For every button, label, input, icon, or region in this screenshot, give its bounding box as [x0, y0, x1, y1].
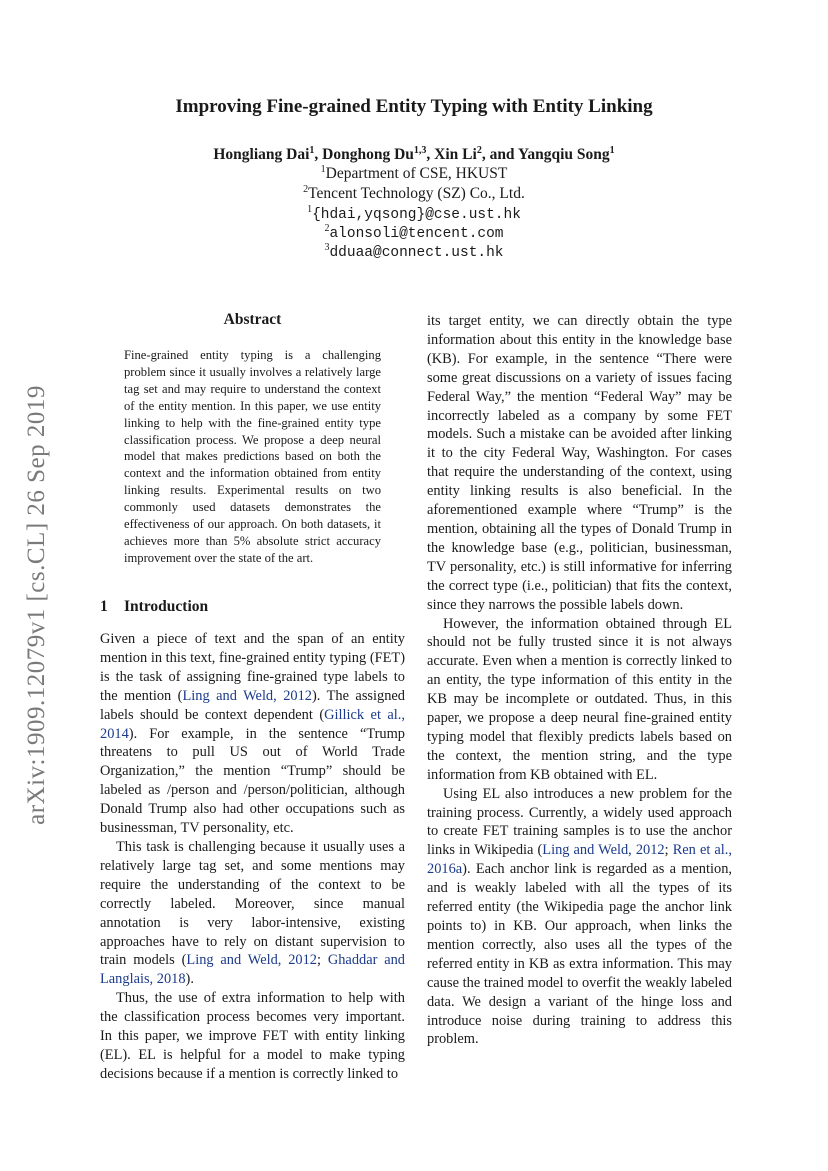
email-3: $^3$dduaa@connect.ust.hk — [324, 241, 504, 261]
email-2: $^2$alonsoli@tencent.com — [324, 222, 504, 242]
author-name: Xin Li — [434, 146, 477, 163]
abstract-body: Fine-grained entity typing is a challenging problem since it usually involves a relatively large tag set and may require to understand the context of the entity mention. In this paper, we use entity linking to help with the fine-grained entity type classification process. We propose a deep neural model that makes predictions based on both the context and the information obtained from entity linking results. Experimental results on two commonly used datasets demonstrates the effectiveness of our approach. On both datasets, it achieves more than 5% absolute strict accuracy improvement over the state of the art. — [124, 348, 381, 565]
right-column — [427, 312, 732, 1049]
paragraph: Using EL also introduces a new problem for the training process. Currently, a widely used approach to create FET training samples is to use the anchor links in Wikipedia (Ling and Weld, 2012; Ren et al., 2016a). Each anchor link is regarded as a mention, and is weakly labeled with all the types of its referred entity (the Wikipedia page the anchor link points to) in KB. Our approach, when links the mention correctly, also uses all the types of the referred entity in KB as extra information. This may cause the trained model to overfit the weakly labeled data. We design a variant of the hinge loss and introduce noise during training to address this problem. — [427, 785, 732, 1048]
affiliation-1: $^1$Department of CSE, HKUST — [320, 163, 508, 182]
author-sup: 1 — [609, 144, 615, 156]
affiliation-2: $^2$Tencent Technology (SZ) Co., Ltd. — [303, 183, 525, 202]
author-sup: 2 — [476, 144, 482, 156]
paragraph: This task is challenging because it usually uses a relatively large tag set, and some mentions may require the understanding of the context to be correctly labeled. Moreover, since manual annotation is very labor-intensive, existing approaches have to rely on distant supervision to train models (Ling and Weld, 2012; Ghaddar and Langlais, 2018). — [100, 838, 405, 988]
author-name: Donghong Du — [322, 146, 414, 163]
citation-link[interactable]: Gillick et al., 2014 — [100, 706, 405, 742]
citation-link[interactable]: Ling and Weld, 2012 — [186, 952, 317, 969]
arxiv-identifier — [17, 360, 57, 850]
paragraph: Thus, the use of extra information to help with the classification process becomes very important. In this paper, we improve FET with entity linking (EL). EL is helpful for a model to make typing decisions because if a mention is correctly linked to — [100, 990, 405, 1082]
author-sup: 1 — [309, 144, 315, 156]
citation-link[interactable]: Ren et al., 2016a — [427, 842, 732, 878]
author-name: Yangqiu Song — [517, 146, 610, 163]
citation-link[interactable]: Ling and Weld, 2012 — [182, 687, 312, 704]
paragraph: its target entity, we can directly obtain the type information about this entity in the knowledge base (KB). For example, in the sentence “There were some great discussions on a variety of issues facing Federal Way,” the mention “Federal Way” may be incorrectly labeled as a company by some FET models. Such a mistake can be avoided after linking it to the city Federal Way, Washington. For cases that require the understanding of the context, using entity linking results is also beneficial. In the aforementioned example where “Trump” is the mention, obtaining all the types of Donald Trump in the knowledge base (e.g., politician, businessman, TV personality, etc.) is still informative for inferring the correct type (i.e., politician) that fits the context, since they narrows the possible labels down. — [427, 313, 732, 613]
paper-title: Improving Fine-grained Entity Typing with Entity Linking — [175, 96, 653, 117]
left-column — [100, 630, 405, 1084]
paragraph: Given a piece of text and the span of an entity mention in this text, fine-grained entity typing (FET) is the task of assigning fine-grained type labels to the mention (Ling and Weld, 2012). The assigned labels should be context dependent (Gillick et al., 2014). For example, in the sentence “Trump threatens to pull US out of World Trade Organization,” the mention “Trump” should be labeled as /person and /person/politician, although Donald Trump also had other occupations such as businessman, TV personality, etc. — [100, 631, 405, 837]
section-number: 1 — [100, 598, 108, 615]
email-1: $^1${hdai,yqsong}@cse.ust.hk — [307, 203, 521, 223]
citation-link[interactable]: Ling and Weld, 2012 — [542, 842, 665, 859]
author-list: Hongliang Dai$^1$, Donghong Du$^{1,3}$, Xin Li$^2$, and Yangqiu Song$^1$ — [213, 144, 615, 163]
arxiv-id-text: arXiv:1909.12079v1 [cs.CL] 26 Sep 2019 — [23, 385, 51, 825]
section-title: Introduction — [124, 598, 209, 615]
citation-link[interactable]: Ghaddar and Langlais, 2018 — [100, 952, 405, 988]
author-sup: 1,3 — [413, 144, 427, 156]
author-name: Hongliang Dai — [213, 146, 310, 163]
paragraph: However, the information obtained through EL should not be fully trusted since it is not always accurate. Even when a mention is correctly linked to an entity, the type information of this entity in the KB may be incomplete or outdated. Thus, in this paper, we propose a deep neural fine-grained entity typing model that flexibly predicts labels based on the context, the mention string, and the type information from KB obtained with EL. — [427, 615, 732, 783]
section-heading — [100, 598, 208, 616]
abstract-heading: Abstract — [223, 311, 282, 328]
